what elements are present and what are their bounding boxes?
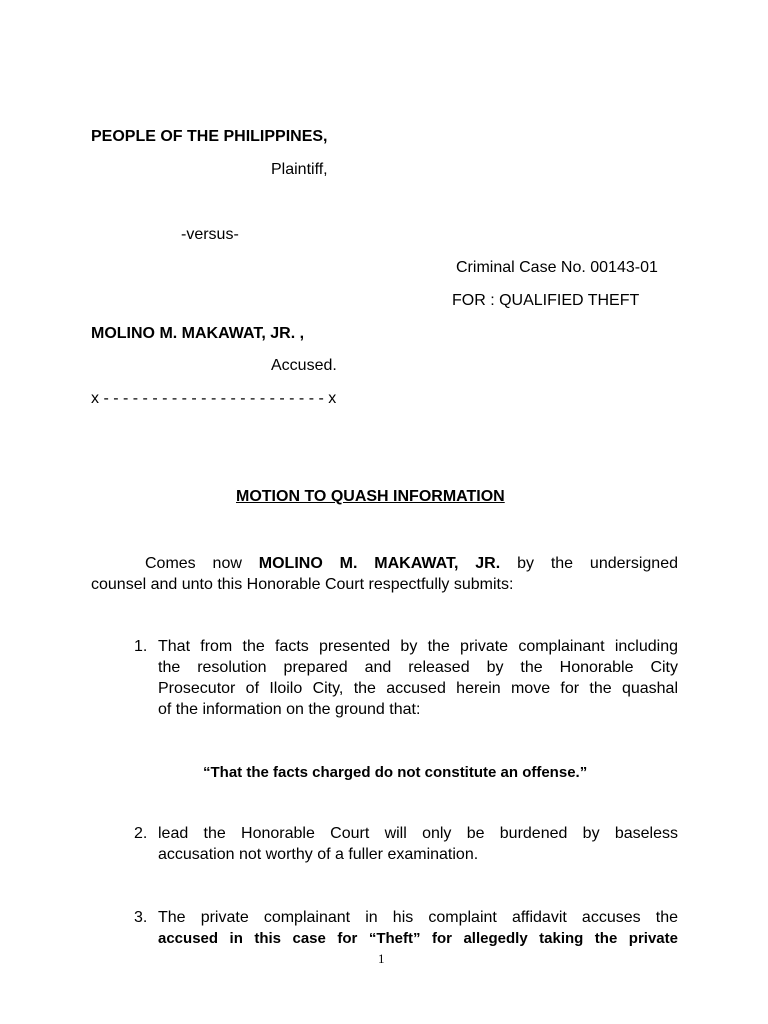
offense-label: FOR : QUALIFIED THEFT [452,292,640,309]
item-1-text [158,636,678,720]
case-number: Criminal Case No. 00143-01 [456,259,658,276]
item-line: of the information on the ground that: [158,701,421,718]
accused-role: Accused. [271,357,337,374]
intro-line1-rest: by the undersigned [517,555,679,572]
item-number: 3. [134,909,148,926]
item-line: accused in this case for “Theft” for allegedly taking the private [158,930,678,947]
item-2-text [158,823,678,865]
intro-line-1 [91,553,678,574]
versus-label: -versus- [181,226,239,243]
item-line: The private complainant in his complaint affidavit accuses the [158,909,678,926]
page-number: 1 [378,951,385,966]
item-number: 1. [134,638,148,655]
item-line: accusation not worthy of a fuller examination. [158,846,479,863]
intro-prefix: Comes now [145,555,242,572]
intro-movant-name: MOLINO M. MAKAWAT, JR. [258,555,501,572]
item-line: lead the Honorable Court will only be burdened by baseless [158,825,678,842]
intro-line-2: counsel and unto this Honorable Court respectfully submits: [91,576,514,593]
item-line: the resolution prepared and released by the Honorable City [158,659,678,676]
item-line: That from the facts presented by the private complainant including [158,638,678,655]
item-3-text [158,907,678,949]
accused-name: MOLINO M. MAKAWAT, JR. , [91,325,305,342]
item-line: Prosecutor of Iloilo City, the accused herein move for the quashal [158,680,678,697]
document-title: MOTION TO QUASH INFORMATION [236,488,505,505]
quoted-ground: “That the facts charged do not constitute an offense.” [203,764,588,781]
caption-separator: x - - - - - - - - - - - - - - - - - - - - - - - x [91,390,337,407]
intro-paragraph [91,553,678,595]
item-number: 2. [134,825,148,842]
plaintiff-role: Plaintiff, [271,161,328,178]
plaintiff-name: PEOPLE OF THE PHILIPPINES, [91,128,328,145]
